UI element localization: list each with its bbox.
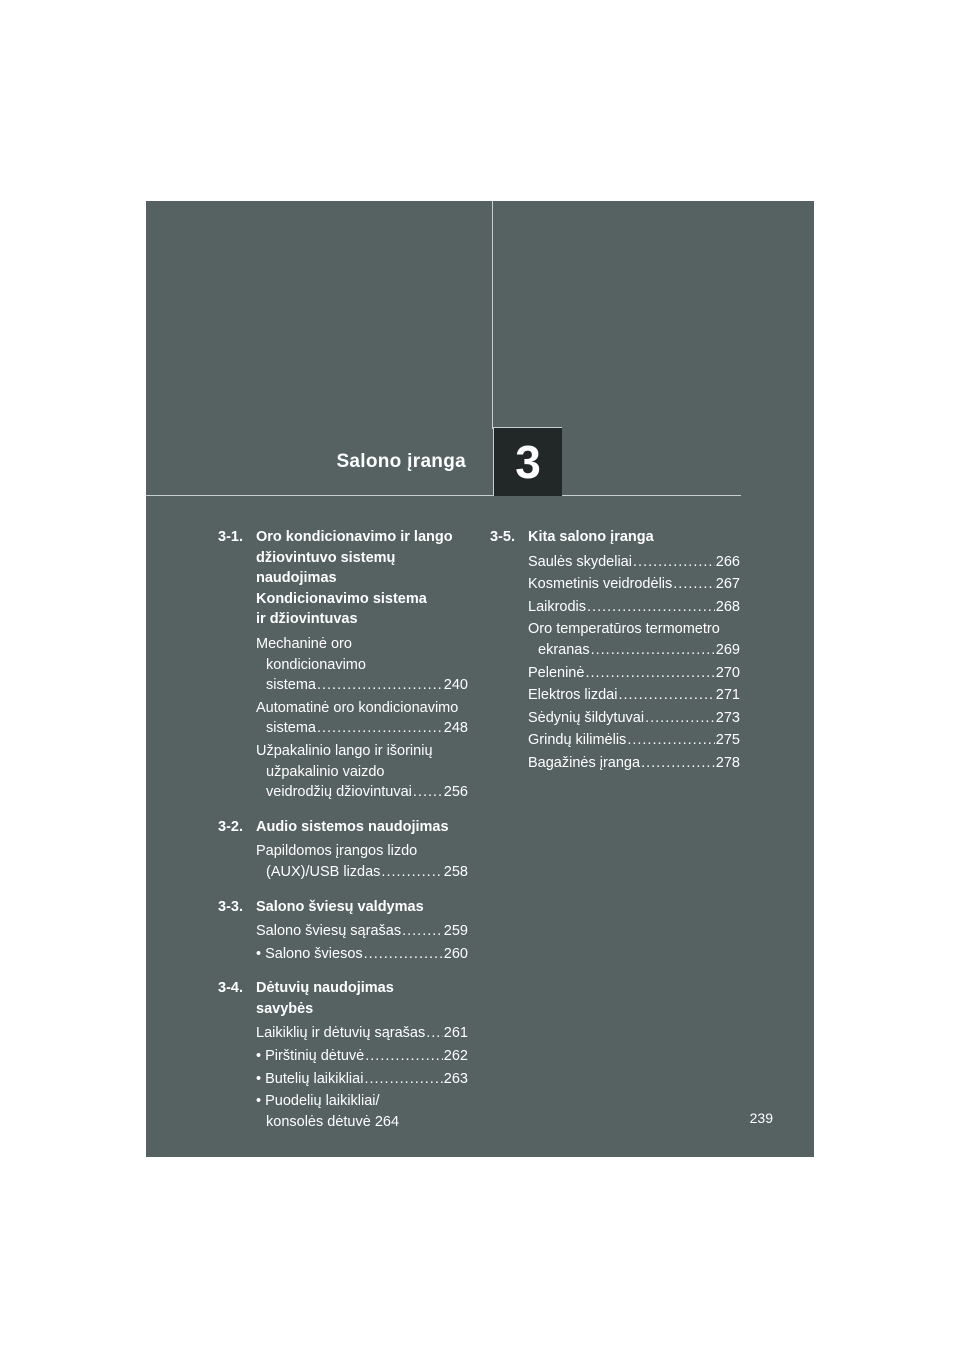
toc-page-ref: 278 (715, 754, 740, 771)
chapter-panel (146, 201, 814, 1157)
toc-entry-text: (AUX)/USB lizdas (266, 863, 381, 880)
toc-entry-row (528, 753, 740, 774)
toc-entry (256, 741, 468, 803)
toc-entry-text: konsolės dėtuvė 264 (266, 1113, 400, 1130)
toc-page-ref: 248 (443, 720, 468, 737)
section-number: 3-5. (490, 529, 515, 545)
toc-entry-line: Oro temperatūros termometro (528, 621, 720, 638)
section-heading (256, 817, 468, 838)
toc-left-column (218, 527, 468, 1146)
toc-entry-text: sistema (266, 677, 316, 694)
section-heading-line: Salono šviesų valdymas (256, 898, 424, 915)
dot-leader (618, 685, 714, 706)
toc-page-ref: 259 (443, 923, 468, 940)
toc-entry-text: veidrodžių džiovintuvai (266, 784, 412, 801)
toc-section (490, 527, 740, 774)
toc-entry (256, 944, 468, 965)
toc-entry-line: Mechaninė oro (256, 635, 352, 652)
toc-page-ref: 273 (715, 709, 740, 726)
toc-page-ref: 271 (715, 687, 740, 704)
toc-entry-row (528, 640, 740, 661)
toc-entry (256, 634, 468, 696)
toc-entry-text: Bagažinės įranga (528, 754, 641, 771)
toc-entry-text: sistema (266, 720, 316, 737)
toc-entry-line: Užpakalinio lango ir išorinių (256, 742, 433, 759)
toc-entry-row (528, 708, 740, 729)
section-heading-line: Audio sistemos naudojimas (256, 818, 449, 835)
toc-entry-line: Papildomos įrangos lizdo (256, 843, 418, 860)
dot-leader (364, 1069, 442, 1090)
toc-entry (256, 698, 468, 739)
toc-entry (256, 921, 468, 942)
dot-leader (413, 782, 443, 803)
toc-entry-row (528, 730, 740, 751)
toc-entry-text: Peleninė (528, 664, 585, 681)
dot-leader (587, 597, 715, 618)
toc-entry-row (256, 862, 468, 883)
dot-leader (317, 675, 443, 696)
toc-entry-row (528, 552, 740, 573)
dot-leader (633, 552, 715, 573)
toc-page-ref: 260 (443, 945, 468, 962)
section-heading-line: Kita salono įranga (528, 529, 654, 545)
dot-leader (627, 730, 714, 751)
toc-page-ref: 261 (443, 1025, 468, 1042)
toc-entry-row (256, 1112, 468, 1133)
chapter-number: 3 (515, 436, 541, 488)
toc-entry (256, 1046, 468, 1067)
toc-section (218, 527, 468, 803)
section-heading-line: Oro kondicionavimo ir lango (256, 529, 453, 545)
toc-entry (528, 619, 740, 660)
section-heading-line: Kondicionavimo sistema (256, 590, 427, 607)
toc-entry-row (256, 718, 468, 739)
section-number: 3-1. (218, 529, 243, 545)
section-number: 3-2. (218, 818, 243, 835)
toc-entry-text: • Salono šviesos (256, 945, 363, 962)
dot-leader (402, 921, 443, 942)
toc-page-ref: 275 (715, 732, 740, 749)
toc-entry-row (256, 921, 468, 942)
vertical-divider (492, 201, 493, 429)
toc-entry-text: Sėdynių šildytuvai (528, 709, 645, 726)
toc-entry (256, 1023, 468, 1044)
dot-leader (641, 753, 715, 774)
dot-leader (645, 708, 715, 729)
toc-entry-row (256, 675, 468, 696)
toc-page-ref: 267 (715, 576, 740, 593)
horizontal-divider (146, 495, 741, 496)
toc-page-ref: 266 (715, 553, 740, 570)
dot-leader (673, 574, 715, 595)
section-number: 3-3. (218, 898, 243, 915)
toc-page-ref: 240 (443, 677, 468, 694)
toc-entry-line: užpakalinio vaizdo (266, 763, 385, 780)
toc-page-ref: 269 (715, 641, 740, 658)
section-number: 3-4. (218, 980, 243, 997)
toc-entry-row (528, 574, 740, 595)
dot-leader (364, 944, 443, 965)
toc-entry-text: Salono šviesų sąrašas (256, 923, 402, 940)
toc-entry-text: Laikiklių ir dėtuvių sąrašas (256, 1025, 426, 1042)
toc-entry-row (256, 1023, 468, 1044)
toc-entry (528, 552, 740, 573)
dot-leader (365, 1046, 443, 1067)
section-heading-line: naudojimas (256, 570, 337, 587)
toc-page-ref: 256 (443, 784, 468, 801)
toc-entry-line: Automatinė oro kondicionavimo (256, 699, 459, 716)
toc-entry (528, 663, 740, 684)
section-heading (256, 527, 468, 630)
section-heading (256, 897, 468, 918)
toc-page-ref: 268 (715, 598, 740, 615)
toc-entry-text: Elektros lizdai (528, 687, 618, 704)
toc-page-ref: 270 (715, 664, 740, 681)
toc-page-ref: 262 (443, 1048, 468, 1065)
toc-entry-row (528, 685, 740, 706)
toc-entry (528, 574, 740, 595)
toc-entry-row (256, 782, 468, 803)
toc-entry (256, 1091, 468, 1132)
toc-entry-text: • Pirštinių dėtuvė (256, 1048, 365, 1065)
chapter-title: Salono įranga (336, 451, 466, 472)
toc-entry-text: Grindų kilimėlis (528, 732, 627, 749)
chapter-number-tab (493, 427, 562, 496)
toc-entry-text: ekranas (538, 641, 590, 658)
toc-section (218, 817, 468, 883)
section-heading-line: džiovintuvo sistemų (256, 549, 396, 566)
section-heading-line: Dėtuvių naudojimas (256, 980, 394, 997)
section-heading-line: ir džiovintuvas (256, 611, 358, 628)
toc-entry-row (256, 1069, 468, 1090)
toc-entry-text: Saulės skydeliai (528, 553, 632, 570)
toc-entry-line: kondicionavimo (266, 656, 366, 673)
dot-leader (381, 862, 442, 883)
toc-entry-text: Laikrodis (528, 598, 587, 615)
toc-entry-text: Kosmetinis veidrodėlis (528, 576, 673, 593)
dot-leader (591, 640, 715, 661)
toc-entry-line: • Puodelių laikikliai/ (256, 1093, 380, 1110)
toc-section (218, 978, 468, 1132)
toc-entry (528, 753, 740, 774)
toc-entry (528, 730, 740, 751)
dot-leader (317, 718, 443, 739)
toc-right-column (490, 527, 740, 788)
toc-page-ref: 263 (443, 1070, 468, 1087)
section-heading-line: savybės (256, 1000, 314, 1017)
toc-entry (256, 841, 468, 882)
toc-entry-row (528, 663, 740, 684)
toc-entry-row (256, 944, 468, 965)
section-heading (528, 527, 740, 548)
dot-leader (426, 1023, 443, 1044)
toc-entry (528, 597, 740, 618)
toc-section (218, 897, 468, 965)
section-heading (256, 978, 468, 1019)
toc-entry-row (528, 597, 740, 618)
dot-leader (585, 663, 714, 684)
toc-entry (256, 1069, 468, 1090)
toc-entry (528, 685, 740, 706)
toc-entry (528, 708, 740, 729)
toc-entry-row (256, 1046, 468, 1067)
toc-entry-text: • Butelių laikikliai (256, 1070, 364, 1087)
page-number: 239 (749, 1110, 773, 1126)
toc-page-ref: 258 (443, 863, 468, 880)
